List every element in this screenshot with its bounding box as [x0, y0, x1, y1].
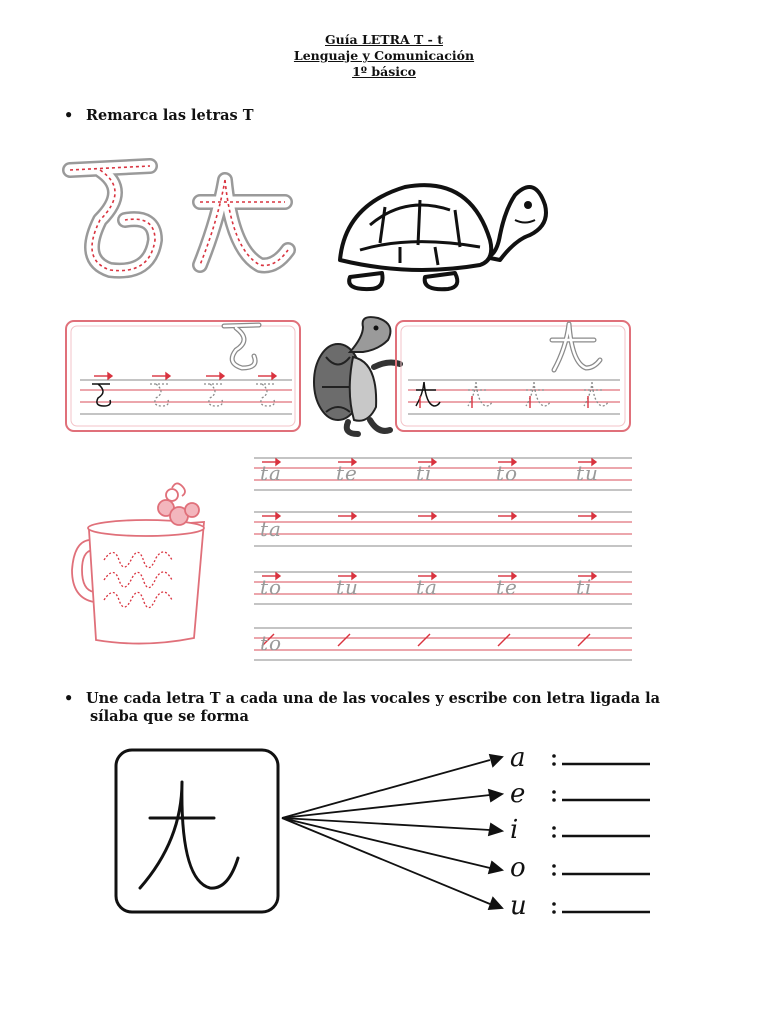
- capital-t-practice-panel: [64, 318, 304, 436]
- turtle-icon: [330, 165, 565, 295]
- syllable-row1-5: tu: [576, 461, 599, 485]
- answer-lines: [562, 764, 650, 912]
- worksheet-header: [0, 32, 768, 80]
- practice-row-4: [254, 628, 632, 660]
- syllable-row2-1: ta: [260, 517, 282, 541]
- turtle-eye-icon: [524, 201, 532, 209]
- instruction-connect-line2: sílaba que se forma: [90, 708, 249, 725]
- connecting-arrows: [282, 755, 502, 909]
- worksheet-title: Guía LETRA T - t: [325, 32, 443, 47]
- instruction-connect: [64, 689, 660, 708]
- instruction-trace: [64, 106, 254, 125]
- instruction-trace-text: Remarca las letras T: [86, 107, 254, 124]
- vowel-a: a: [510, 743, 526, 773]
- waving-turtle-icon: [308, 312, 403, 440]
- vowel-i: i: [510, 815, 519, 845]
- syllable-row1-1: ta: [260, 461, 282, 485]
- syllable-row3-4: te: [496, 575, 518, 599]
- syllable-row1-2: te: [336, 461, 358, 485]
- syllable-row3-1: to: [260, 575, 283, 599]
- outlined-letters-art: [60, 150, 310, 285]
- syllable-row1-4: to: [496, 461, 519, 485]
- vowel-e: e: [510, 779, 526, 809]
- lowercase-t-practice-panel: [394, 318, 634, 436]
- instruction-connect-line1: Une cada letra T a cada una de las vocales y escribe con letra ligada la: [86, 690, 661, 707]
- worksheet-grade: 1º básico: [352, 64, 416, 79]
- connect-exercise: [110, 740, 670, 920]
- syllable-row3-2: tu: [336, 575, 359, 599]
- syllable-row1-3: ti: [416, 461, 433, 485]
- syllable-row3-5: ti: [576, 575, 593, 599]
- vowel-o: o: [510, 853, 526, 883]
- bullet-icon: •: [64, 690, 74, 707]
- mug-icon: [64, 480, 224, 650]
- practice-row-2: [254, 512, 632, 546]
- syllable-row4-1: to: [260, 631, 283, 655]
- syllable-row3-3: ta: [416, 575, 438, 599]
- syllable-practice-rows: [254, 450, 634, 665]
- stroke-arrows: [262, 459, 596, 646]
- bullet-icon: •: [64, 107, 74, 124]
- vowel-u: u: [510, 891, 527, 920]
- worksheet-subject: Lenguaje y Comunicación: [293, 48, 475, 63]
